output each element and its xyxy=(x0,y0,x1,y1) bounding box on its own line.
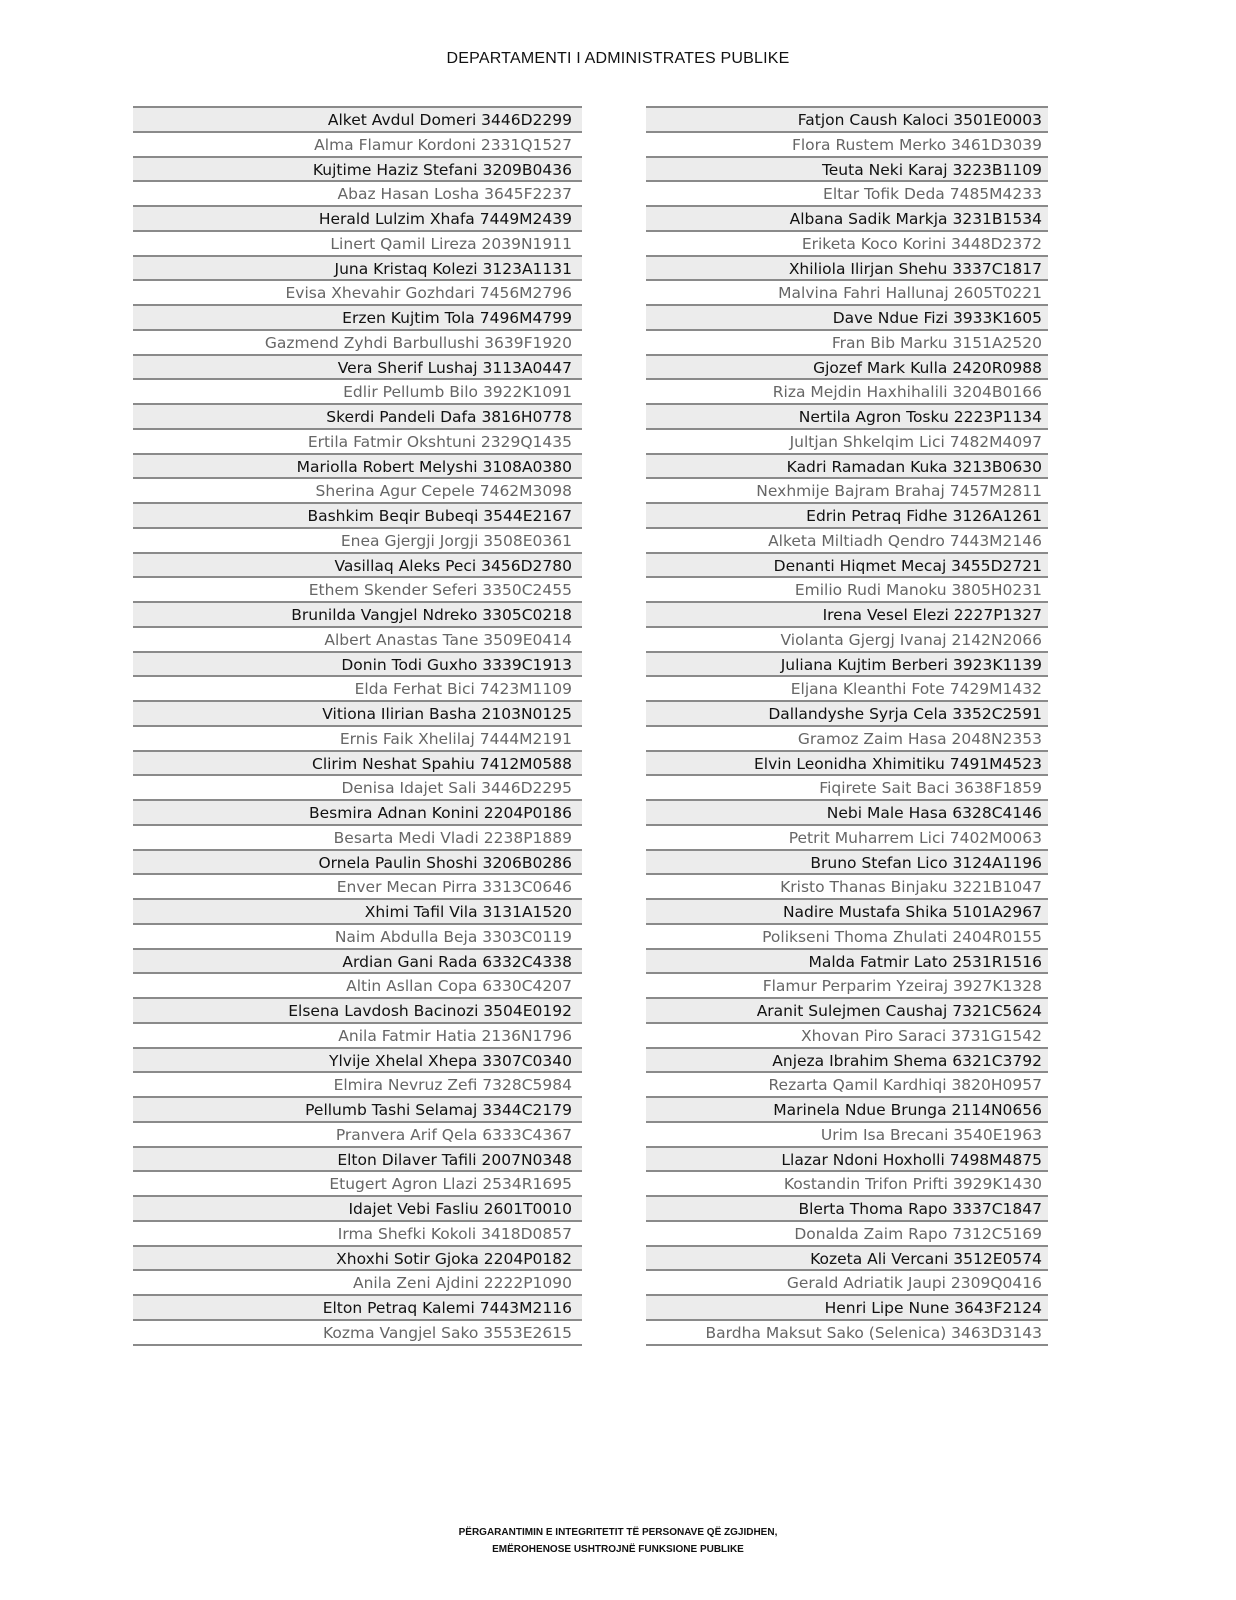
list-item: Edlir Pellumb Bilo 3922K1091 xyxy=(133,380,582,405)
list-item: Denisa Idajet Sali 3446D2295 xyxy=(133,776,582,801)
list-item: Bruno Stefan Lico 3124A1196 xyxy=(646,851,1048,876)
list-item: Nertila Agron Tosku 2223P1134 xyxy=(646,405,1048,430)
list-item: Erzen Kujtim Tola 7496M4799 xyxy=(133,306,582,331)
list-item: Emilio Rudi Manoku 3805H0231 xyxy=(646,578,1048,603)
list-item: Dave Ndue Fizi 3933K1605 xyxy=(646,306,1048,331)
list-item: Denanti Hiqmet Mecaj 3455D2721 xyxy=(646,554,1048,579)
list-item: Malda Fatmir Lato 2531R1516 xyxy=(646,950,1048,975)
list-item: Pranvera Arif Qela 6333C4367 xyxy=(133,1123,582,1148)
list-item: Enea Gjergji Jorgji 3508E0361 xyxy=(133,529,582,554)
list-item: Kostandin Trifon Prifti 3929K1430 xyxy=(646,1172,1048,1197)
list-item: Urim Isa Brecani 3540E1963 xyxy=(646,1123,1048,1148)
list-item: Blerta Thoma Rapo 3337C1847 xyxy=(646,1197,1048,1222)
list-item: Anjeza Ibrahim Shema 6321C3792 xyxy=(646,1049,1048,1074)
right-name-list xyxy=(646,106,1048,1346)
list-item: Kadri Ramadan Kuka 3213B0630 xyxy=(646,455,1048,480)
list-item: Elton Petraq Kalemi 7443M2116 xyxy=(133,1296,582,1321)
list-item: Eltar Tofik Deda 7485M4233 xyxy=(646,182,1048,207)
list-item: Besmira Adnan Konini 2204P0186 xyxy=(133,801,582,826)
list-item: Teuta Neki Karaj 3223B1109 xyxy=(646,158,1048,183)
footer-line-2: EMËROHENOSE USHTROJNË FUNKSIONE PUBLIKE xyxy=(492,1544,744,1555)
list-item: Albert Anastas Tane 3509E0414 xyxy=(133,628,582,653)
list-item: Mariolla Robert Melyshi 3108A0380 xyxy=(133,455,582,480)
left-name-list xyxy=(133,106,582,1346)
list-item: Besarta Medi Vladi 2238P1889 xyxy=(133,826,582,851)
list-item: Etugert Agron Llazi 2534R1695 xyxy=(133,1172,582,1197)
list-item: Elsena Lavdosh Bacinozi 3504E0192 xyxy=(133,999,582,1024)
list-item: Vitiona Ilirian Basha 2103N0125 xyxy=(133,702,582,727)
list-item: Altin Asllan Copa 6330C4207 xyxy=(133,974,582,999)
list-item: Herald Lulzim Xhafa 7449M2439 xyxy=(133,207,582,232)
list-item: Nebi Male Hasa 6328C4146 xyxy=(646,801,1048,826)
list-item: Donin Todi Guxho 3339C1913 xyxy=(133,653,582,678)
list-item: Sherina Agur Cepele 7462M3098 xyxy=(133,479,582,504)
list-item: Anila Fatmir Hatia 2136N1796 xyxy=(133,1024,582,1049)
list-item: Alma Flamur Kordoni 2331Q1527 xyxy=(133,133,582,158)
list-item: Skerdi Pandeli Dafa 3816H0778 xyxy=(133,405,582,430)
list-item: Henri Lipe Nune 3643F2124 xyxy=(646,1296,1048,1321)
list-item: Elmira Nevruz Zefi 7328C5984 xyxy=(133,1073,582,1098)
list-item: Donalda Zaim Rapo 7312C5169 xyxy=(646,1222,1048,1247)
list-item: Ernis Faik Xhelilaj 7444M2191 xyxy=(133,727,582,752)
list-item: Linert Qamil Lireza 2039N1911 xyxy=(133,232,582,257)
list-item: Nadire Mustafa Shika 5101A2967 xyxy=(646,900,1048,925)
list-item: Flamur Perparim Yzeiraj 3927K1328 xyxy=(646,974,1048,999)
list-item: Kozma Vangjel Sako 3553E2615 xyxy=(133,1321,582,1346)
list-item: Vera Sherif Lushaj 3113A0447 xyxy=(133,356,582,381)
list-item: Idajet Vebi Fasliu 2601T0010 xyxy=(133,1197,582,1222)
list-item: Irma Shefki Kokoli 3418D0857 xyxy=(133,1222,582,1247)
list-item: Juliana Kujtim Berberi 3923K1139 xyxy=(646,653,1048,678)
list-item: Aranit Sulejmen Caushaj 7321C5624 xyxy=(646,999,1048,1024)
list-item: Rezarta Qamil Kardhiqi 3820H0957 xyxy=(646,1073,1048,1098)
list-item: Alketa Miltiadh Qendro 7443M2146 xyxy=(646,529,1048,554)
list-item: Irena Vesel Elezi 2227P1327 xyxy=(646,603,1048,628)
list-item: Bashkim Beqir Bubeqi 3544E2167 xyxy=(133,504,582,529)
list-item: Elton Dilaver Tafili 2007N0348 xyxy=(133,1148,582,1173)
list-item: Clirim Neshat Spahiu 7412M0588 xyxy=(133,752,582,777)
list-item: Vasillaq Aleks Peci 3456D2780 xyxy=(133,554,582,579)
list-item: Fiqirete Sait Baci 3638F1859 xyxy=(646,776,1048,801)
list-item: Ertila Fatmir Okshtuni 2329Q1435 xyxy=(133,430,582,455)
list-item: Albana Sadik Markja 3231B1534 xyxy=(646,207,1048,232)
list-item: Ylvije Xhelal Xhepa 3307C0340 xyxy=(133,1049,582,1074)
list-item: Riza Mejdin Haxhihalili 3204B0166 xyxy=(646,380,1048,405)
list-item: Xhoxhi Sotir Gjoka 2204P0182 xyxy=(133,1247,582,1272)
list-item: Gerald Adriatik Jaupi 2309Q0416 xyxy=(646,1271,1048,1296)
list-item: Naim Abdulla Beja 3303C0119 xyxy=(133,925,582,950)
list-item: Xhimi Tafil Vila 3131A1520 xyxy=(133,900,582,925)
list-item: Llazar Ndoni Hoxholli 7498M4875 xyxy=(646,1148,1048,1173)
list-item: Jultjan Shkelqim Lici 7482M4097 xyxy=(646,430,1048,455)
list-item: Nexhmije Bajram Brahaj 7457M2811 xyxy=(646,479,1048,504)
footer-line-1: PËRGARANTIMIN E INTEGRITETIT TË PERSONAVE QË ZGJIDHEN, xyxy=(458,1527,778,1538)
list-item: Fran Bib Marku 3151A2520 xyxy=(646,331,1048,356)
list-item: Gazmend Zyhdi Barbullushi 3639F1920 xyxy=(133,331,582,356)
list-item: Xhovan Piro Saraci 3731G1542 xyxy=(646,1024,1048,1049)
list-item: Juna Kristaq Kolezi 3123A1131 xyxy=(133,257,582,282)
list-item: Marinela Ndue Brunga 2114N0656 xyxy=(646,1098,1048,1123)
list-item: Edrin Petraq Fidhe 3126A1261 xyxy=(646,504,1048,529)
list-item: Alket Avdul Domeri 3446D2299 xyxy=(133,108,582,133)
list-item: Kujtime Haziz Stefani 3209B0436 xyxy=(133,158,582,183)
list-item: Polikseni Thoma Zhulati 2404R0155 xyxy=(646,925,1048,950)
list-item: Gjozef Mark Kulla 2420R0988 xyxy=(646,356,1048,381)
list-item: Petrit Muharrem Lici 7402M0063 xyxy=(646,826,1048,851)
list-item: Bardha Maksut Sako (Selenica) 3463D3143 xyxy=(646,1321,1048,1346)
list-item: Elvin Leonidha Xhimitiku 7491M4523 xyxy=(646,752,1048,777)
list-item: Ornela Paulin Shoshi 3206B0286 xyxy=(133,851,582,876)
list-item: Enver Mecan Pirra 3313C0646 xyxy=(133,875,582,900)
list-item: Flora Rustem Merko 3461D3039 xyxy=(646,133,1048,158)
list-item: Evisa Xhevahir Gozhdari 7456M2796 xyxy=(133,281,582,306)
list-item: Kristo Thanas Binjaku 3221B1047 xyxy=(646,875,1048,900)
list-item: Malvina Fahri Hallunaj 2605T0221 xyxy=(646,281,1048,306)
list-item: Dallandyshe Syrja Cela 3352C2591 xyxy=(646,702,1048,727)
page-title: DEPARTAMENTI I ADMINISTRATES PUBLIKE xyxy=(446,50,790,67)
list-item: Abaz Hasan Losha 3645F2237 xyxy=(133,182,582,207)
list-item: Ethem Skender Seferi 3350C2455 xyxy=(133,578,582,603)
list-item: Pellumb Tashi Selamaj 3344C2179 xyxy=(133,1098,582,1123)
page-footer xyxy=(0,1524,1236,1558)
list-item: Brunilda Vangjel Ndreko 3305C0218 xyxy=(133,603,582,628)
list-item: Xhiliola Ilirjan Shehu 3337C1817 xyxy=(646,257,1048,282)
list-item: Fatjon Caush Kaloci 3501E0003 xyxy=(646,108,1048,133)
list-item: Elda Ferhat Bici 7423M1109 xyxy=(133,677,582,702)
list-item: Violanta Gjergj Ivanaj 2142N2066 xyxy=(646,628,1048,653)
list-item: Gramoz Zaim Hasa 2048N2353 xyxy=(646,727,1048,752)
list-item: Ardian Gani Rada 6332C4338 xyxy=(133,950,582,975)
list-item: Eriketa Koco Korini 3448D2372 xyxy=(646,232,1048,257)
list-item: Anila Zeni Ajdini 2222P1090 xyxy=(133,1271,582,1296)
list-item: Eljana Kleanthi Fote 7429M1432 xyxy=(646,677,1048,702)
list-item: Kozeta Ali Vercani 3512E0574 xyxy=(646,1247,1048,1272)
